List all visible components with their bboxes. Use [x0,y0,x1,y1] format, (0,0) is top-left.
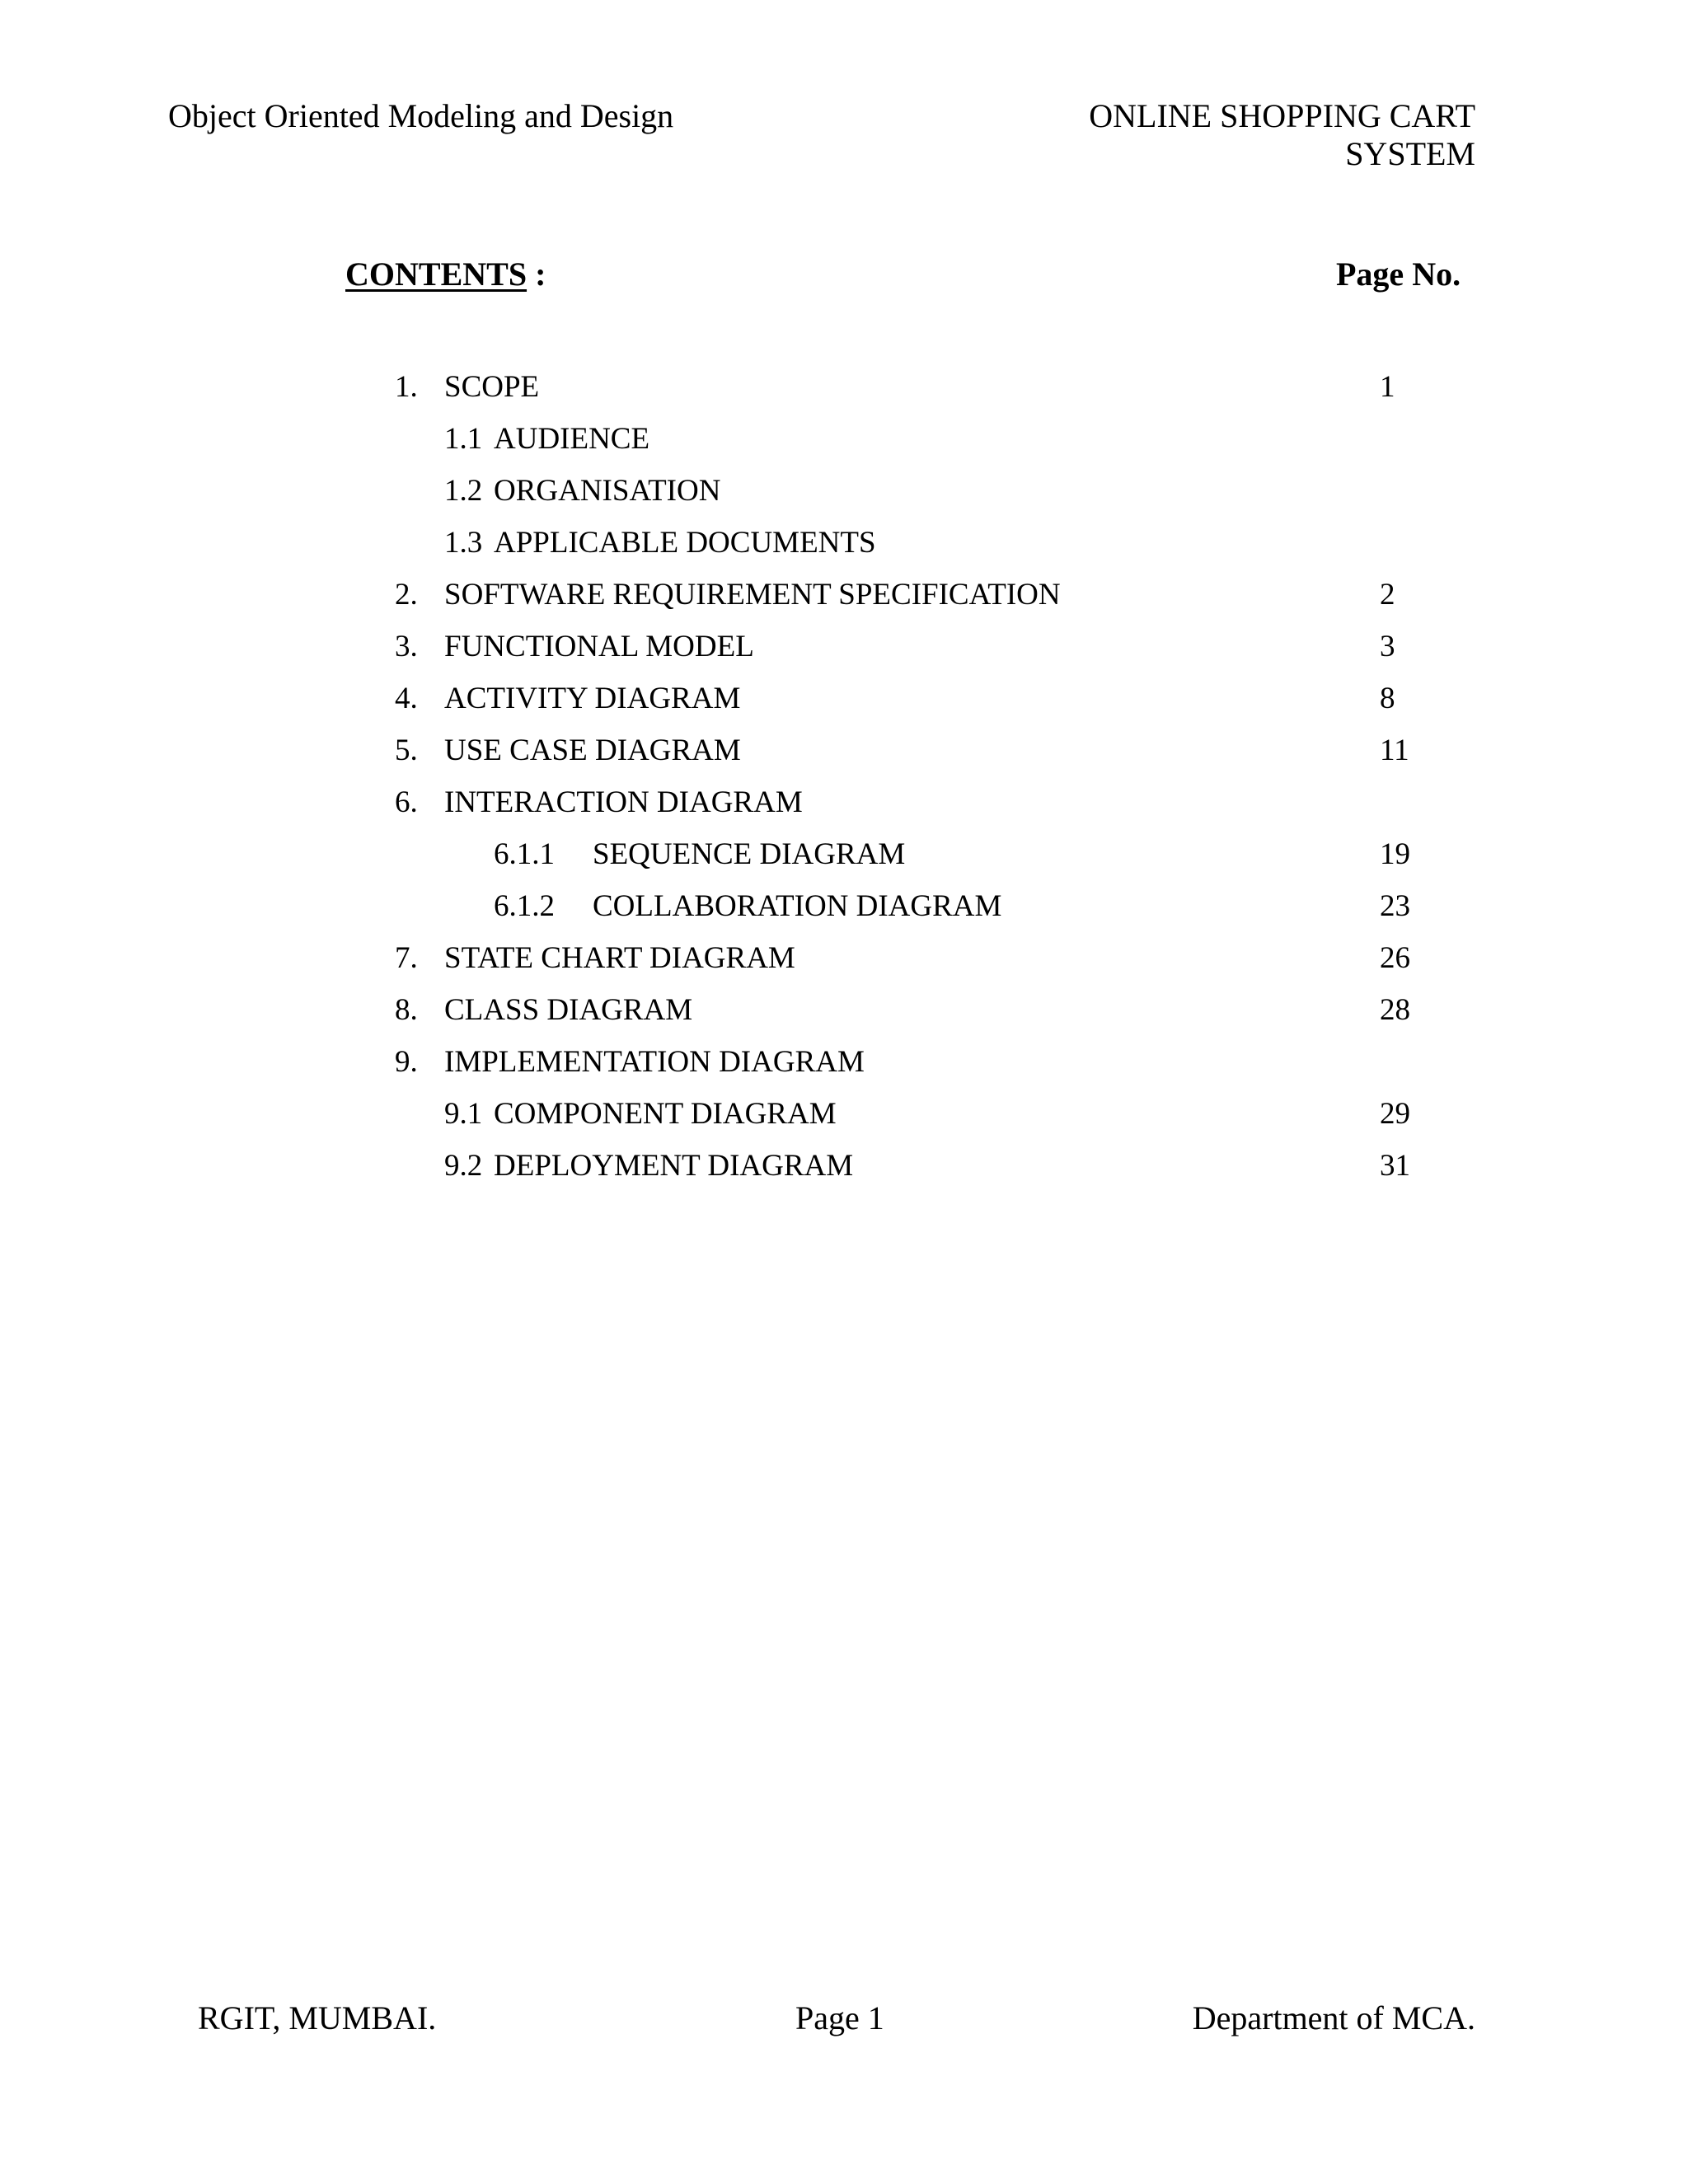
toc-entry-scope [0,368,1688,420]
contents-heading-colon: : [527,255,546,293]
toc-entry-page: 28 [1380,993,1410,1027]
toc-entry-number: 6.1.2 [494,889,555,923]
toc-entry-label: CLASS DIAGRAM [444,993,693,1027]
toc-entry-label: SCOPE [444,370,540,404]
contents-heading [345,255,546,293]
toc-entry-number: 9.1 [444,1097,483,1131]
toc-entry-state-chart-diagram [0,940,1688,991]
toc-entry-page: 23 [1380,889,1410,923]
toc-entry-page: 31 [1380,1149,1410,1183]
toc-entry-number: 1.2 [444,474,483,508]
toc-entry-page: 19 [1380,837,1410,871]
footer-page-number: Page 1 [795,1999,884,2036]
toc-entry-number: 5. [395,733,418,767]
toc-entry-label: DEPLOYMENT DIAGRAM [494,1149,854,1183]
toc-entry-page: 11 [1380,733,1409,767]
toc-entry-label: IMPLEMENTATION DIAGRAM [444,1045,865,1079]
header-course-title: Object Oriented Modeling and Design [168,97,674,134]
page-no-heading: Page No. [1336,255,1461,293]
toc-entry-page: 2 [1380,578,1395,612]
toc-entry-collaboration-diagram [0,888,1688,940]
toc-entry-page: 29 [1380,1097,1410,1131]
toc-entry-label: SEQUENCE DIAGRAM [593,837,906,871]
toc-entry-number: 4. [395,682,418,715]
header-project-title-line2: SYSTEM [1345,135,1475,172]
toc-entry-implementation-diagram [0,1043,1688,1095]
toc-entry-functional-model [0,628,1688,680]
toc-entry-number: 1.1 [444,422,483,456]
toc-entry-deployment-diagram [0,1147,1688,1199]
toc-entry-number: 9.2 [444,1149,483,1183]
toc-entry-component-diagram [0,1095,1688,1147]
toc-entry-sequence-diagram [0,836,1688,888]
footer-institution: RGIT, MUMBAI. [198,1999,437,2036]
toc-entry-label: FUNCTIONAL MODEL [444,630,754,663]
toc-entry-organisation [0,472,1688,524]
toc-entry-label: INTERACTION DIAGRAM [444,785,803,819]
toc-entry-number: 1. [395,370,418,404]
toc-entry-label: COLLABORATION DIAGRAM [593,889,1002,923]
toc-entry-class-diagram [0,991,1688,1043]
toc-entry-label: APPLICABLE DOCUMENTS [494,526,876,560]
toc-entry-label: SOFTWARE REQUIREMENT SPECIFICATION [444,578,1061,612]
toc-entry-label: ORGANISATION [494,474,721,508]
toc-entry-applicable-documents [0,524,1688,576]
toc-entry-label: COMPONENT DIAGRAM [494,1097,837,1131]
toc-entry-page: 3 [1380,630,1395,663]
toc-entry-number: 7. [395,941,418,975]
toc-entry-use-case-diagram [0,732,1688,784]
toc-entry-interaction-diagram [0,784,1688,836]
toc-entry-number: 8. [395,993,418,1027]
toc-entry-activity-diagram [0,680,1688,732]
toc-entry-page: 8 [1380,682,1395,715]
toc-entry-label: USE CASE DIAGRAM [444,733,741,767]
toc-entry-number: 3. [395,630,418,663]
toc-entry-page: 26 [1380,941,1410,975]
contents-heading-text: CONTENTS [345,255,528,293]
toc-entry-audience [0,420,1688,472]
header-project-title [1047,97,1475,173]
toc-entry-label: AUDIENCE [494,422,650,456]
toc-entry-srs [0,576,1688,628]
footer-department: Department of MCA. [1192,1999,1475,2036]
toc-entry-number: 1.3 [444,526,483,560]
toc-entry-number: 9. [395,1045,418,1079]
header-project-title-line1: ONLINE SHOPPING CART [1089,97,1475,134]
toc-entry-label: ACTIVITY DIAGRAM [444,682,741,715]
toc-entry-number: 6. [395,785,418,819]
toc-entry-number: 6.1.1 [494,837,555,871]
toc-entry-number: 2. [395,578,418,612]
toc-entry-page: 1 [1380,370,1395,404]
toc-entry-label: STATE CHART DIAGRAM [444,941,795,975]
